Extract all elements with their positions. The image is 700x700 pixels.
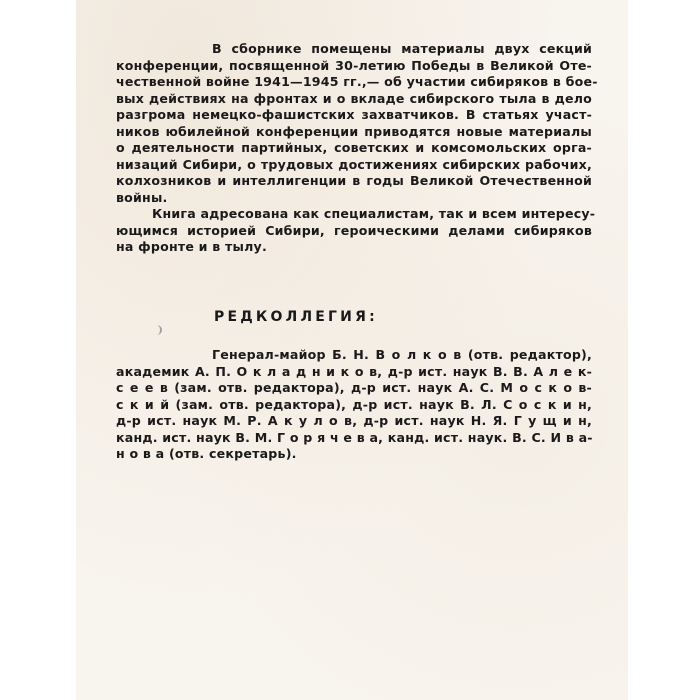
abstract-line: на фронте и в тылу. bbox=[116, 239, 267, 254]
abstract-line: низаций Сибири, о трудовых достижениях сибирских рабочих, bbox=[116, 156, 592, 172]
board-line: Генерал-майор Б. Н. В о л к о в (отв. редактор), bbox=[212, 347, 592, 362]
board-line: с е е в (зам. отв. редактора), д-р ист. наук А. С. М о с к о в- bbox=[116, 380, 592, 395]
abstract-line: ющимся историей Сибири, героическими делами сибиряков bbox=[116, 222, 592, 238]
editorial-board-heading: РЕДКОЛЛЕГИЯ: bbox=[214, 309, 378, 325]
abstract-line: В сборнике помещены материалы двух секций bbox=[212, 41, 592, 56]
abstract-line: колхозников и интеллигенции в годы Великой Отечественной bbox=[116, 173, 592, 188]
abstract-line: вых действиях на фронтах и о вкладе сибирского тыла в дело bbox=[116, 90, 592, 106]
paper-mark bbox=[156, 325, 162, 335]
abstract bbox=[116, 41, 598, 256]
abstract-line: разгрома немецко-фашистских захватчиков. В статьях участ- bbox=[116, 107, 592, 122]
editorial-board bbox=[116, 347, 592, 463]
abstract-line: Книга адресована как специалистам, так и всем интересу- bbox=[152, 206, 596, 221]
board-line: д-р ист. наук М. Р. А к у л о в, д-р ист. наук Н. Я. Г у щ и н, bbox=[116, 413, 592, 428]
abstract-line: о деятельности партийных, советских и комсомольских орга- bbox=[116, 140, 592, 155]
board-line: н о в а (отв. секретарь). bbox=[116, 446, 297, 461]
abstract-line: чественной войне 1941—1945 гг.,— об участии сибиряков в бое- bbox=[116, 74, 598, 89]
abstract-line: ников юбилейной конференции приводятся новые материалы bbox=[116, 123, 592, 139]
board-line: с к и й (зам. отв. редактора), д-р ист. наук В. Л. С о с к и н, bbox=[116, 396, 592, 412]
board-line: канд. ист. наук В. М. Г о р я ч е в а, канд. ист. наук. В. С. И в а- bbox=[116, 429, 593, 445]
abstract-line: конференции, посвященной 30-летию Победы в Великой Оте- bbox=[116, 57, 592, 73]
abstract-line: войны. bbox=[116, 189, 168, 205]
board-line: академик А. П. О к л а д н и к о в, д-р ист. наук В. В. А л е к- bbox=[116, 363, 592, 379]
